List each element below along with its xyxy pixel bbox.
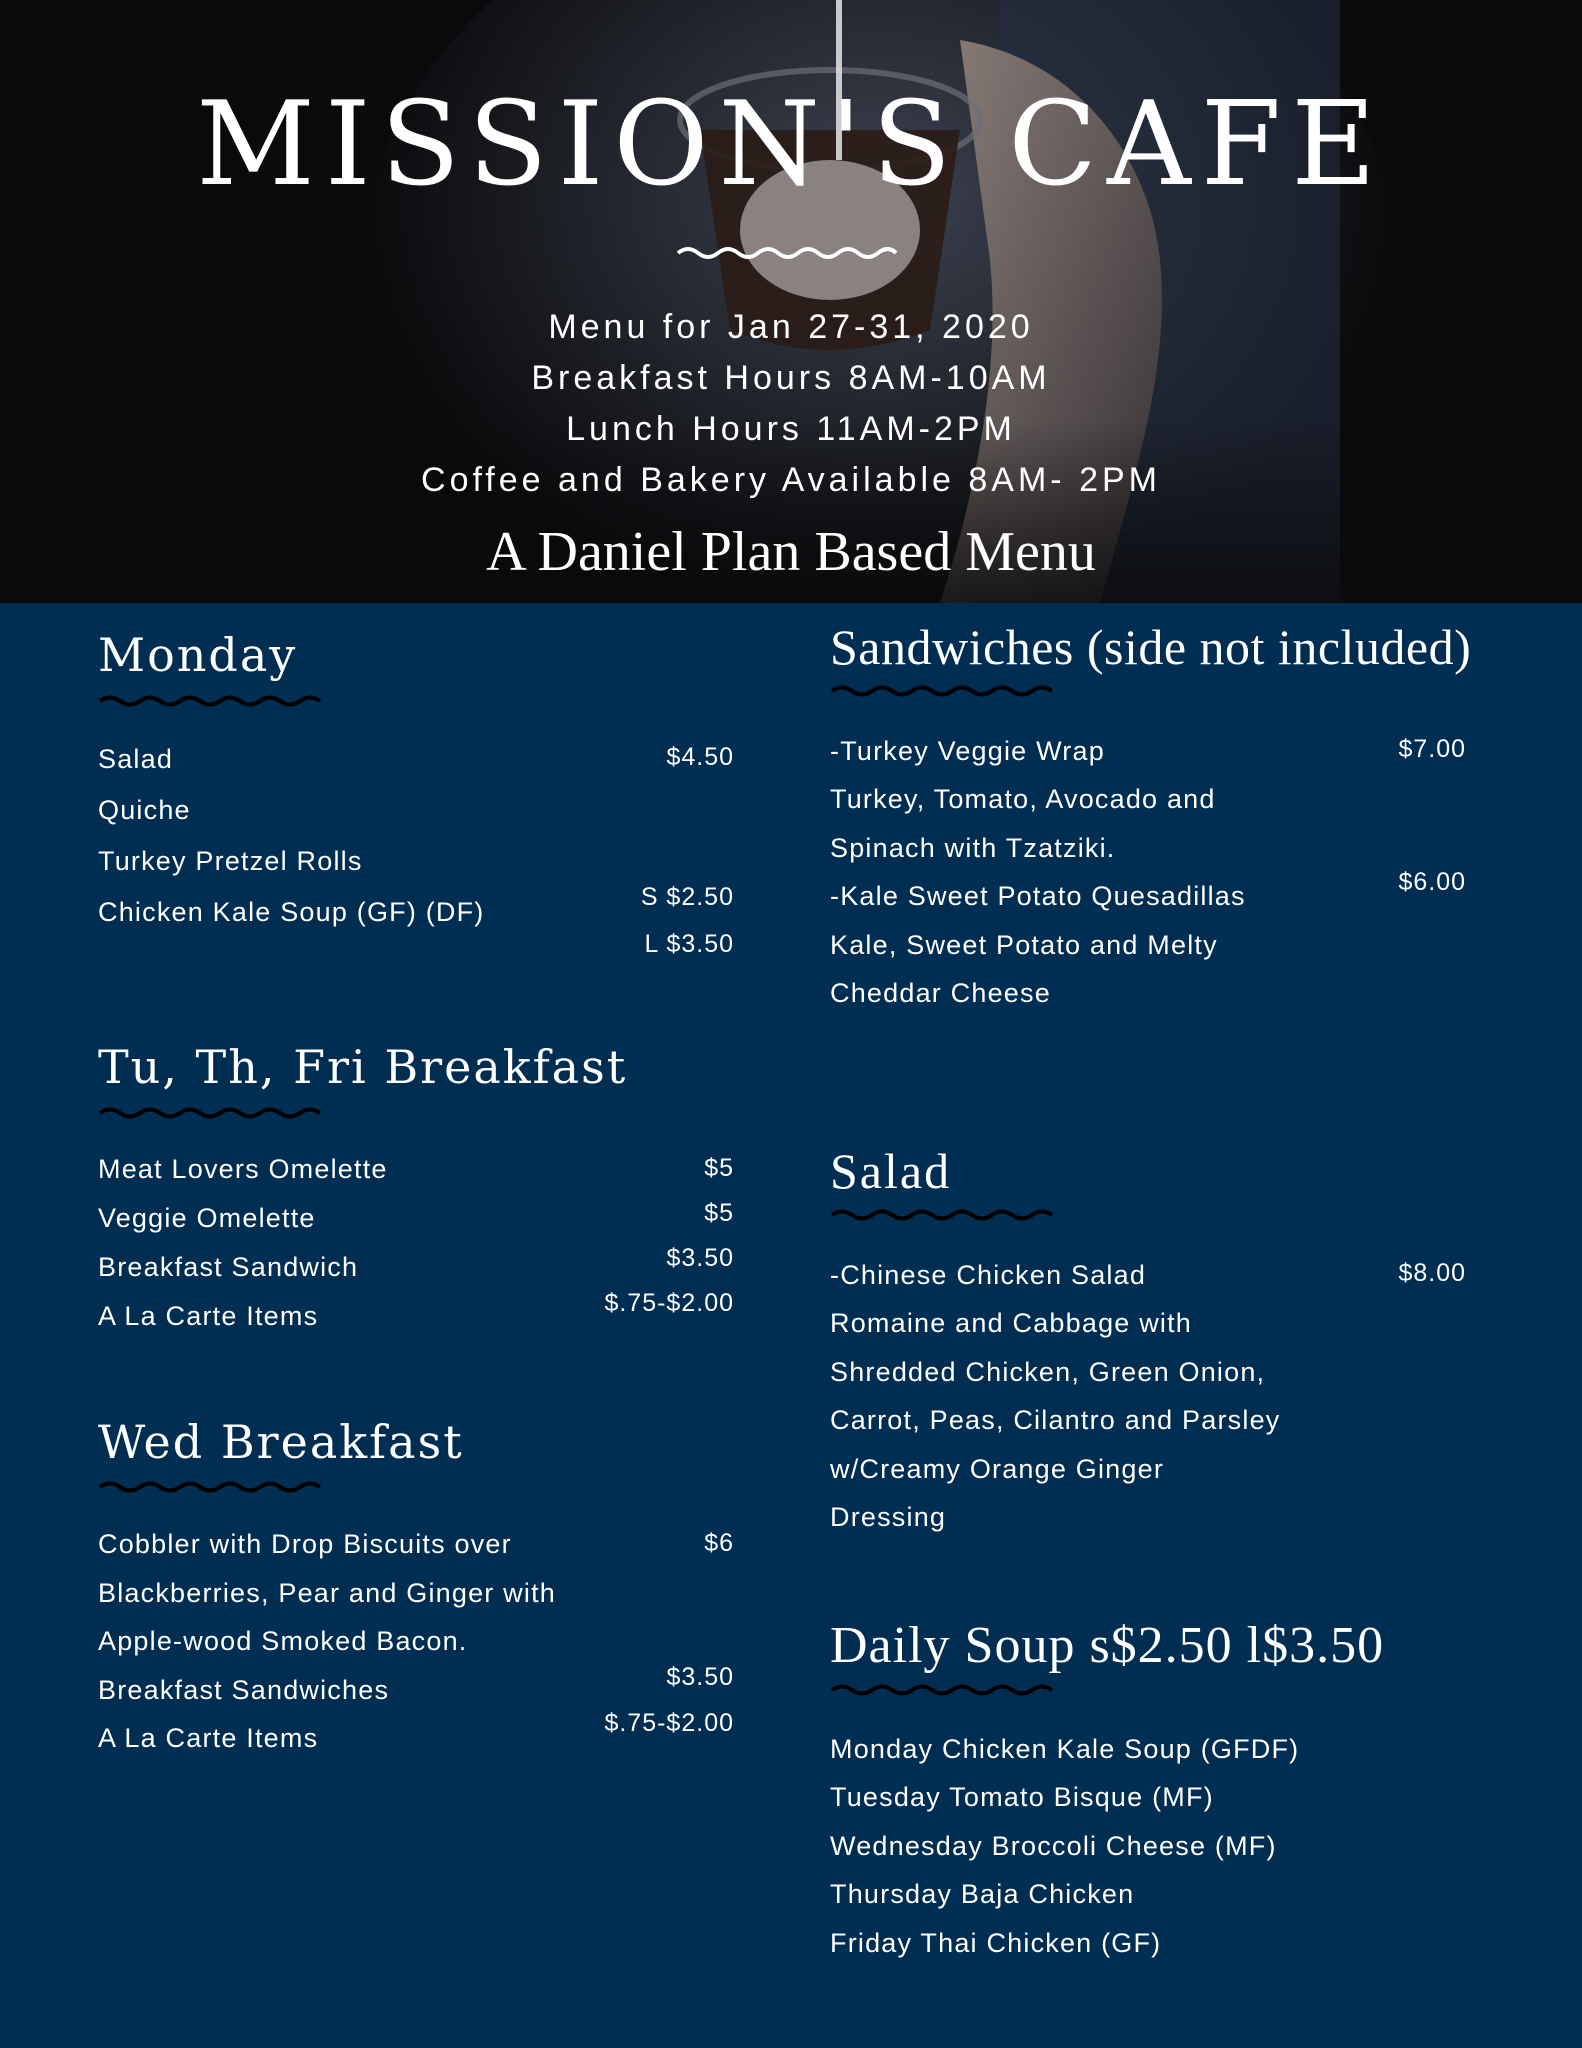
breakfast-item: Breakfast Sandwich — [98, 1252, 359, 1282]
sandwiches-price: $6.00 — [1398, 868, 1466, 896]
sandwiches-item: Cheddar Cheese — [830, 978, 1051, 1008]
salad-item: Romaine and Cabbage with — [830, 1308, 1193, 1338]
sandwiches-heading: Sandwiches (side not included) — [830, 619, 1472, 675]
sandwiches-item: -Turkey Veggie Wrap — [830, 736, 1105, 766]
sandwiches-price: $7.00 — [1398, 735, 1466, 763]
coffee-bakery-hours: Coffee and Bakery Available 8AM- 2PM — [421, 461, 1161, 499]
wed-breakfast-price: $6 — [704, 1529, 734, 1557]
salad-price: $8.00 — [1398, 1259, 1466, 1287]
wed-breakfast-heading: Wed Breakfast — [98, 1415, 464, 1469]
sandwiches-item: Spinach with Tzatziki. — [830, 833, 1116, 863]
monday-price: L $3.50 — [644, 930, 734, 958]
sandwiches-item: -Kale Sweet Potato Quesadillas — [830, 881, 1246, 911]
menu-subtitle: A Daniel Plan Based Menu — [486, 521, 1096, 583]
monday-item: Chicken Kale Soup (GF) (DF) — [98, 897, 485, 927]
soup-item: Wednesday Broccoli Cheese (MF) — [830, 1831, 1277, 1861]
wed-breakfast-wave-divider — [98, 1479, 322, 1495]
breakfast-item: A La Carte Items — [98, 1301, 319, 1331]
monday-item: Quiche — [98, 795, 191, 825]
salad-item: Shredded Chicken, Green Onion, — [830, 1357, 1266, 1387]
soup-heading: Daily Soup s$2.50 l$3.50 — [830, 1617, 1385, 1674]
breakfast-hours: Breakfast Hours 8AM-10AM — [531, 359, 1051, 397]
monday-heading: Monday — [98, 628, 298, 682]
breakfast-price: $.75-$2.00 — [604, 1289, 734, 1317]
soup-item: Friday Thai Chicken (GF) — [830, 1928, 1162, 1958]
breakfast-price: $3.50 — [666, 1244, 734, 1272]
breakfast-item: Meat Lovers Omelette — [98, 1154, 388, 1184]
salad-heading: Salad — [830, 1143, 952, 1199]
wed-breakfast-price: $.75-$2.00 — [604, 1709, 734, 1737]
breakfast-price: $5 — [704, 1199, 734, 1227]
salad-item: Dressing — [830, 1502, 947, 1532]
wed-breakfast-item: Apple-wood Smoked Bacon. — [98, 1626, 468, 1656]
breakfast-wave-divider — [98, 1105, 322, 1121]
monday-item: Salad — [98, 744, 174, 774]
salad-wave-divider — [830, 1207, 1054, 1223]
sandwiches-item: Turkey, Tomato, Avocado and — [830, 784, 1216, 814]
monday-price: S $2.50 — [640, 883, 734, 911]
wed-breakfast-price: $3.50 — [666, 1663, 734, 1691]
salad-item: w/Creamy Orange Ginger — [830, 1454, 1165, 1484]
hero-banner — [0, 0, 1582, 603]
sandwiches-wave-divider — [830, 683, 1054, 699]
cafe-title: MISSION'S CAFE — [196, 77, 1386, 212]
soup-item: Thursday Baja Chicken — [830, 1879, 1135, 1909]
wed-breakfast-item: A La Carte Items — [98, 1723, 319, 1753]
wed-breakfast-item: Blackberries, Pear and Ginger with — [98, 1578, 556, 1608]
soup-item: Monday Chicken Kale Soup (GFDF) — [830, 1734, 1300, 1764]
lunch-hours: Lunch Hours 11AM-2PM — [566, 410, 1016, 448]
salad-item: Carrot, Peas, Cilantro and Parsley — [830, 1405, 1281, 1435]
salad-item: -Chinese Chicken Salad — [830, 1260, 1147, 1290]
menu-dates: Menu for Jan 27-31, 2020 — [548, 308, 1034, 346]
monday-wave-divider — [98, 693, 322, 709]
soup-item: Tuesday Tomato Bisque (MF) — [830, 1782, 1214, 1812]
monday-price: $4.50 — [666, 743, 734, 771]
soup-wave-divider — [830, 1682, 1054, 1698]
title-wave-divider — [676, 244, 898, 262]
wed-breakfast-item: Cobbler with Drop Biscuits over — [98, 1529, 512, 1559]
sandwiches-item: Kale, Sweet Potato and Melty — [830, 930, 1218, 960]
breakfast-item: Veggie Omelette — [98, 1203, 316, 1233]
breakfast-heading: Tu, Th, Fri Breakfast — [98, 1040, 628, 1094]
monday-item: Turkey Pretzel Rolls — [98, 846, 363, 876]
breakfast-price: $5 — [704, 1154, 734, 1182]
wed-breakfast-item: Breakfast Sandwiches — [98, 1675, 390, 1705]
